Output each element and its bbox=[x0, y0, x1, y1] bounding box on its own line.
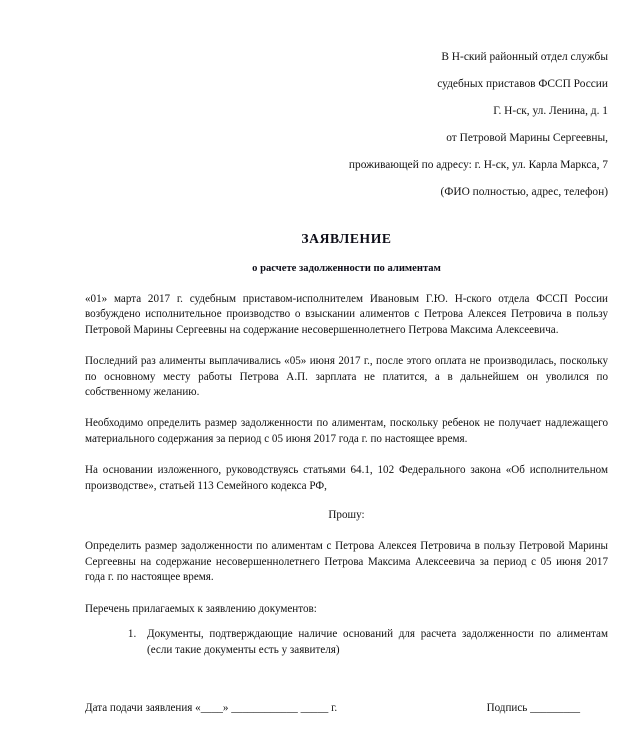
page-subtitle: о расчете задолженности по алиментам bbox=[252, 263, 441, 274]
date-field-line[interactable]: Дата подачи заявления «____» ____________ _____ г. bbox=[85, 702, 338, 714]
header-line-authority: В Н-ский районный отдел службы bbox=[441, 51, 608, 63]
paragraph-legal-basis: На основании изложенного, руководствуясь статьями 64.1, 102 Федерального закона «Об исполнительном производстве», статьей 113 Семейного кодекса РФ, bbox=[85, 464, 608, 492]
signature-row bbox=[85, 702, 608, 714]
title-block bbox=[85, 231, 608, 274]
header-line-applicant-address: проживающей по адресу: г. Н-ск, ул. Карла Маркса, 7 bbox=[348, 159, 608, 171]
header-line-applicant: от Петровой Марины Сергеевны, bbox=[446, 132, 608, 144]
request-heading: Прошу: bbox=[328, 509, 365, 522]
paragraph-payment-history: Последний раз алименты выплачивались «05» июня 2017 г., после этого оплата не производилась, поскольку по основному месту работы Петрова А.П. зарплата не платится, а в дальнейшем он уволился по собственному желанию. bbox=[85, 355, 608, 399]
document-body bbox=[85, 292, 608, 662]
paragraph-case-opening: «01» марта 2017 г. судебным приставом-исполнителем Ивановым Г.Ю. Н-ского отдела ФССП России возбуждено исполнительное производство о взыскании алиментов с Петрова Алексея Петровича в пользу Петровой Марины Сергеевны на содержание несовершеннолетнего Петрова Максима Алексеевича. bbox=[85, 293, 608, 336]
page-title: ЗАЯВЛЕНИЕ bbox=[301, 231, 392, 246]
attachments-list bbox=[85, 627, 608, 658]
attachments-intro: Перечень прилагаемых к заявлению документов: bbox=[85, 602, 317, 615]
header-line-hint: (ФИО полностью, адрес, телефон) bbox=[440, 186, 608, 198]
signature-field-line[interactable]: Подпись _________ bbox=[486, 702, 580, 714]
addressee-header bbox=[120, 44, 608, 206]
list-item: 1. Документы, подтверждающие наличие оснований для расчета задолженности по алиментам (если такие документы есть у заявителя) bbox=[139, 627, 608, 658]
header-line-authority-second: судебных приставов ФССП России bbox=[437, 78, 608, 90]
paragraph-debt-justification: Необходимо определить размер задолженности по алиментам, поскольку ребенок не получает надлежащего материального содержания за период с 05 июня 2017 года г. по настоящее время. bbox=[85, 417, 608, 445]
header-line-address: Г. Н-ск, ул. Ленина, д. 1 bbox=[493, 105, 608, 117]
paragraph-request: Определить размер задолженности по алиментам с Петрова Алексея Петровича в пользу Петровой Марины Сергеевны на содержание несовершеннолетнего Петрова Максима Алексеевича за период с 05 июня 2017 года г. по настоящее время. bbox=[85, 540, 608, 584]
